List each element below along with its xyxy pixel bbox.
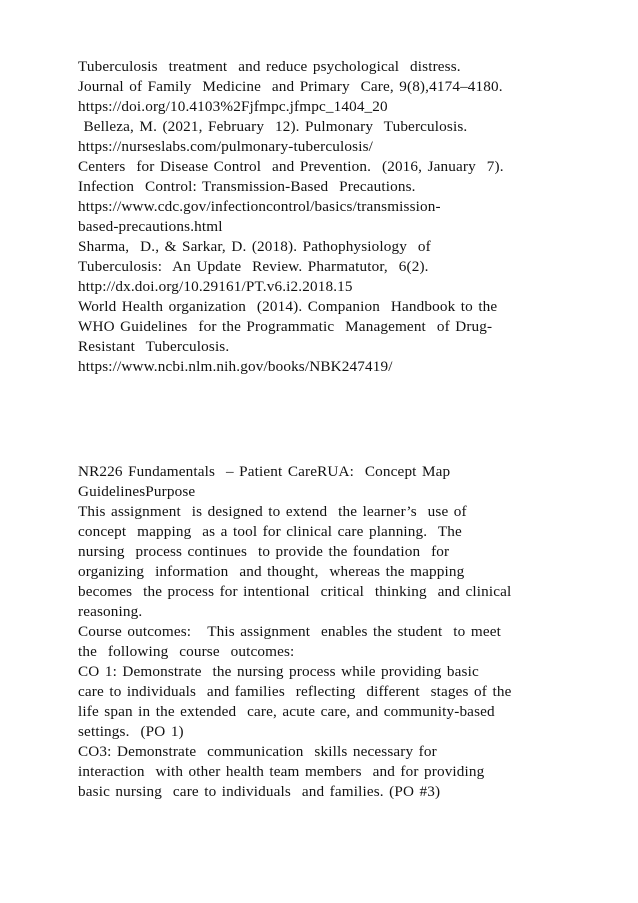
body-line: concept mapping as a tool for clinical care planning. The — [78, 523, 462, 540]
body-line: reasoning. — [78, 603, 143, 620]
body-line: the following course outcomes: — [78, 643, 295, 660]
body-line: This assignment is designed to extend the learner’s use of — [78, 503, 467, 520]
body-line: CO3: Demonstrate communication skills necessary for — [78, 743, 437, 760]
reference-line: Journal of Family Medicine and Primary Care, 9(8),4174–4180. — [78, 78, 503, 95]
section-heading-line: GuidelinesPurpose — [78, 483, 196, 500]
reference-line: Resistant Tuberculosis. — [78, 338, 230, 355]
body-line: organizing information and thought, whereas the mapping — [78, 563, 465, 580]
reference-line: http://dx.doi.org/10.29161/PT.v6.i2.2018.15 — [78, 278, 353, 295]
body-line: becomes the process for intentional critical thinking and clinical — [78, 583, 512, 600]
section-heading-line: NR226 Fundamentals – Patient CareRUA: Concept Map — [78, 463, 451, 480]
body-line: Course outcomes: This assignment enables the student to meet — [78, 623, 501, 640]
reference-line: Tuberculosis treatment and reduce psychological distress. — [78, 58, 461, 75]
reference-line: WHO Guidelines for the Programmatic Management of Drug- — [78, 318, 493, 335]
reference-line: World Health organization (2014). Companion Handbook to the — [78, 298, 498, 315]
body-line: settings. (PO 1) — [78, 723, 184, 740]
body-line: care to individuals and families reflecting different stages of the — [78, 683, 512, 700]
reference-line: https://www.cdc.gov/infectioncontrol/basics/transmission- — [78, 198, 441, 215]
reference-line: https://www.ncbi.nlm.nih.gov/books/NBK247419/ — [78, 358, 393, 375]
body-line: life span in the extended care, acute care, and community-based — [78, 703, 495, 720]
reference-line: https://nurseslabs.com/pulmonary-tuberculosis/ — [78, 138, 374, 155]
reference-line: Belleza, M. (2021, February 12). Pulmonary Tuberculosis. — [78, 118, 468, 135]
body-line: CO 1: Demonstrate the nursing process while providing basic — [78, 663, 479, 680]
body-line: interaction with other health team members and for providing — [78, 763, 485, 780]
reference-line: Centers for Disease Control and Prevention. (2016, January 7). — [78, 158, 504, 175]
reference-line: Sharma, D., & Sarkar, D. (2018). Pathophysiology of — [78, 238, 431, 255]
reference-line: https://doi.org/10.4103%2Fjfmpc.jfmpc_1404_20 — [78, 98, 388, 115]
body-line: basic nursing care to individuals and families. (PO #3) — [78, 783, 441, 800]
body-line: nursing process continues to provide the foundation for — [78, 543, 450, 560]
reference-line: Tuberculosis: An Update Review. Pharmatutor, 6(2). — [78, 258, 429, 275]
reference-line: Infection Control: Transmission-Based Precautions. — [78, 178, 416, 195]
reference-line: based-precautions.html — [78, 218, 223, 235]
